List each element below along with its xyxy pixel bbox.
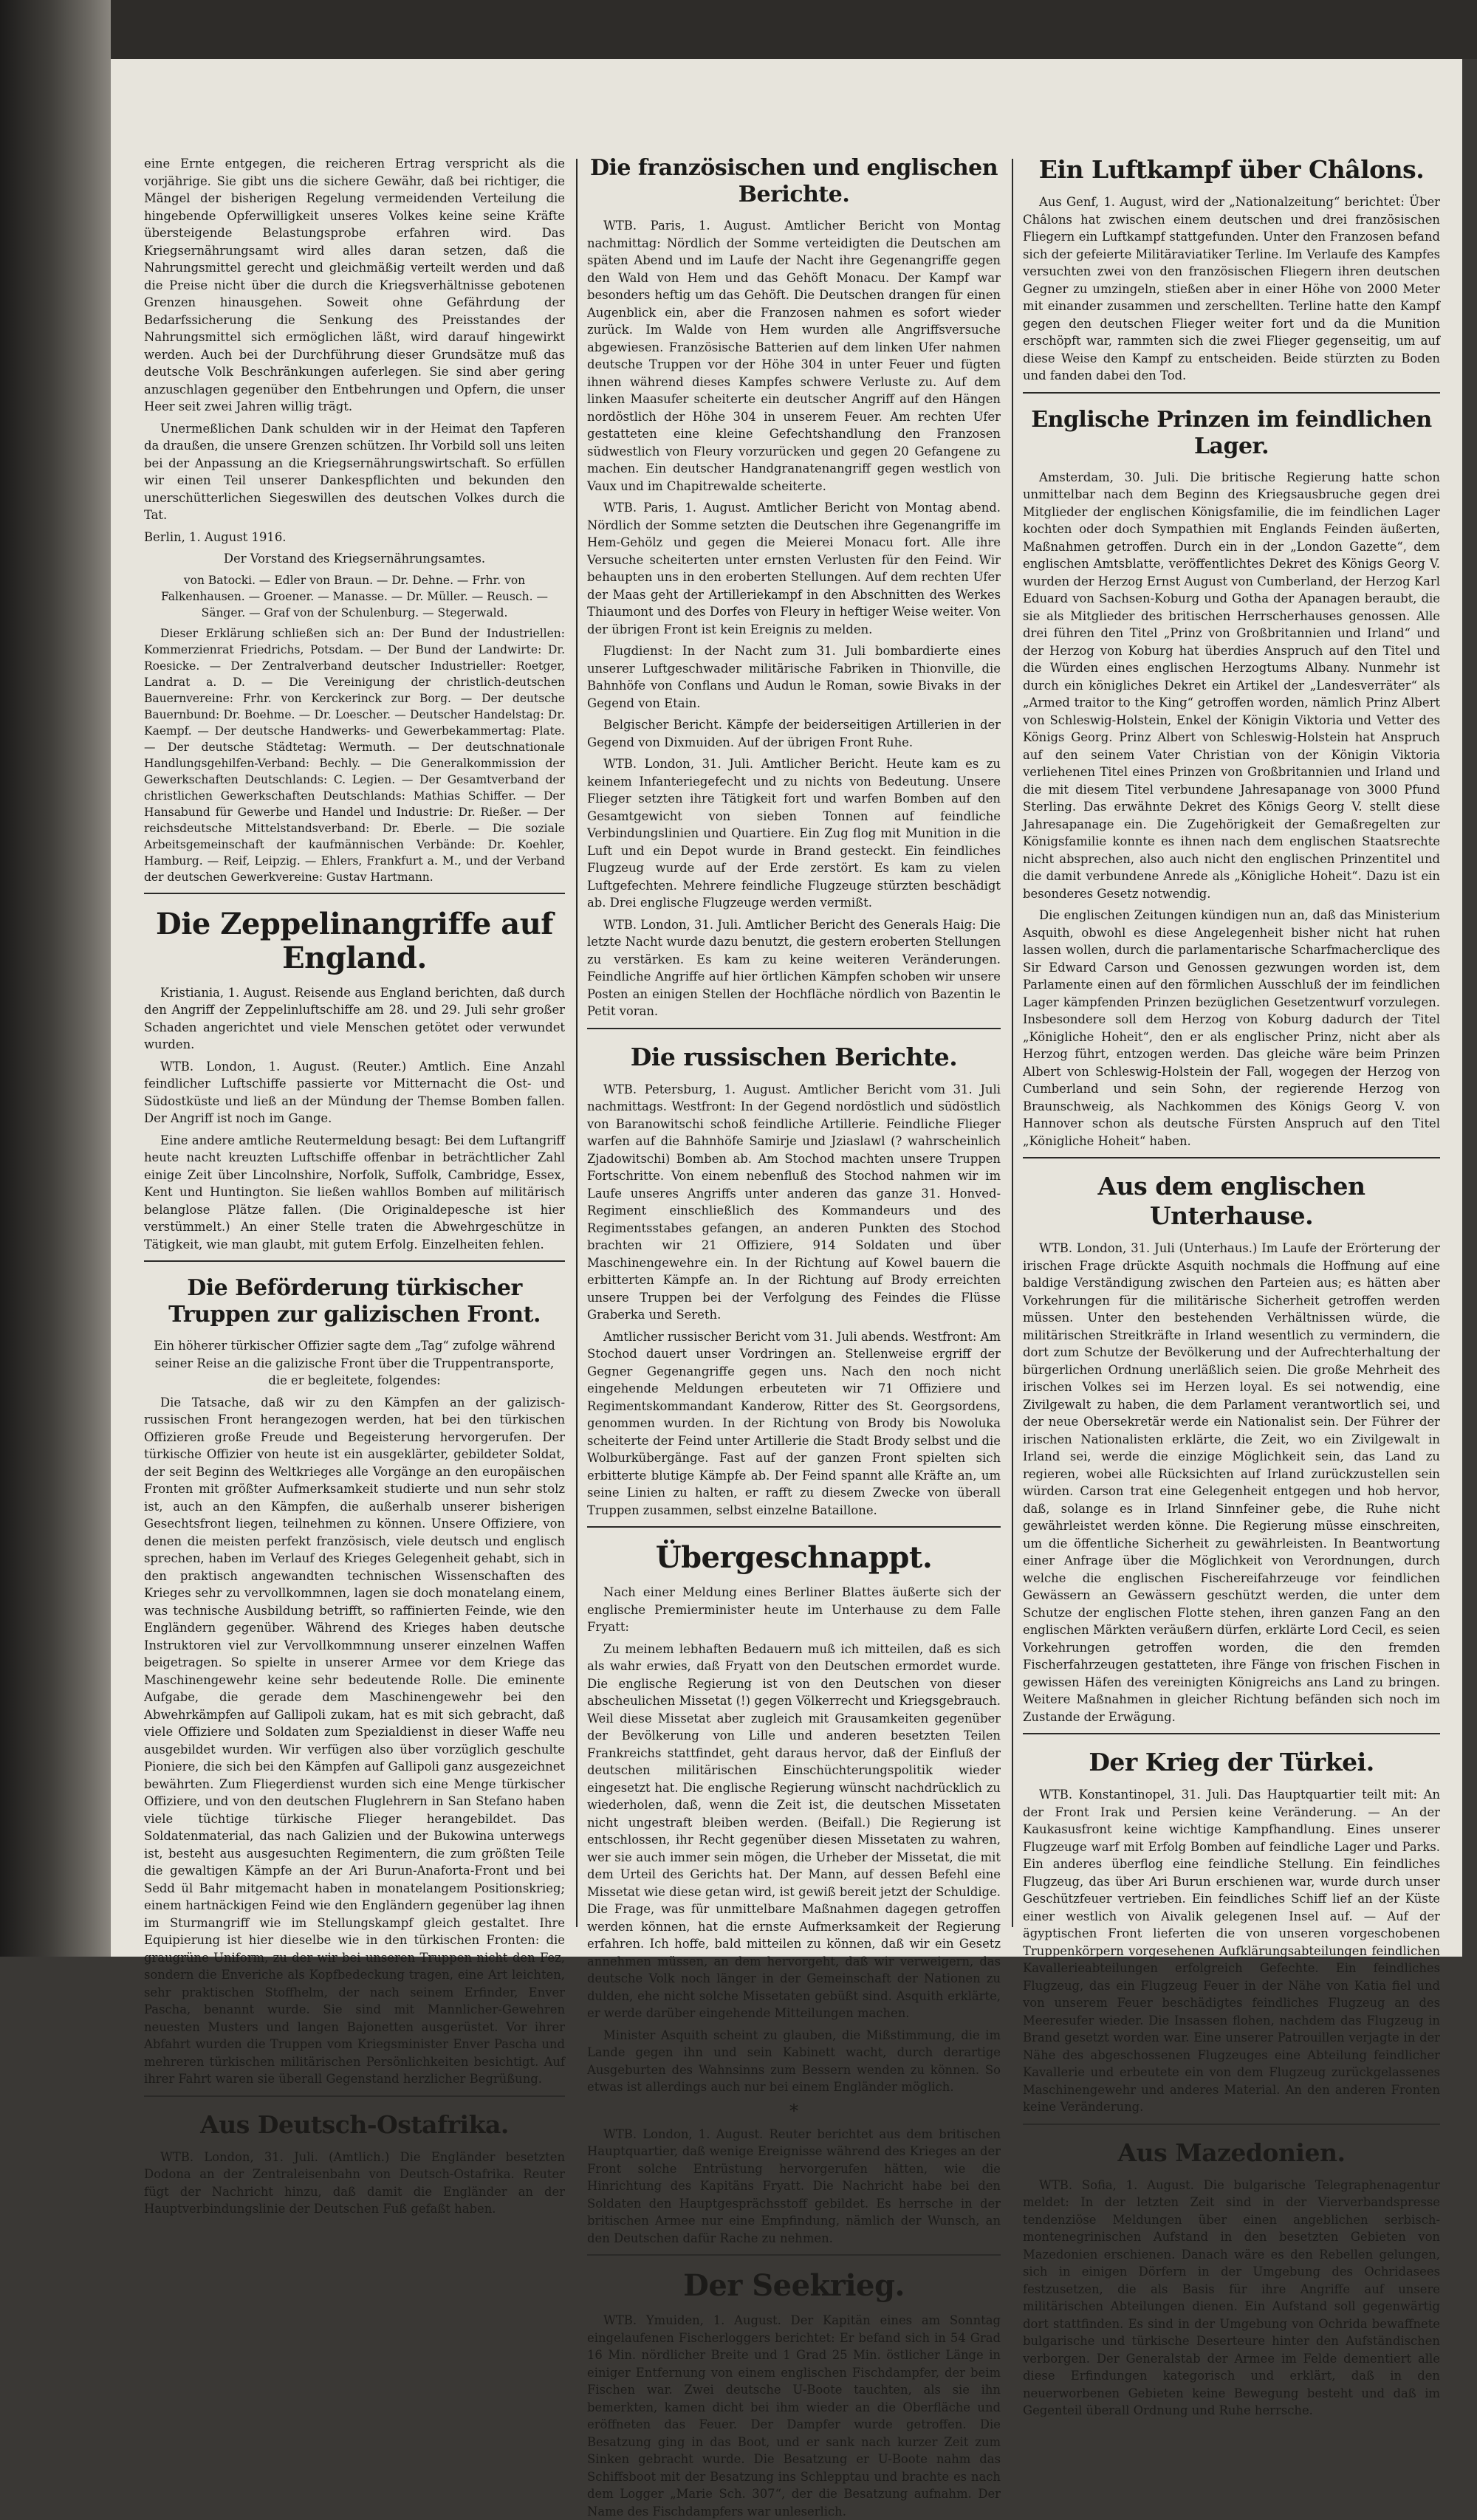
- article-paragraph: WTB. Sofia, 1. August. Die bulgarische Telegraphenagentur meldet: In der letzten Zeit sind in der Vierverbandspresse tendenziöse Meldungen über einen angeblichen serbisch-montenegrinischen Aufstand in den besetzten Gebieten von Mazedonien erschienen. Danach wäre es den Rebellen gelungen, sich in einigen Dörfern in der Umgebung des Ochridasees festzusetzen, die als Basis für ihre Angriffe auf unsere militärischen Abteilungen dienen. Ein Aufstand soll gegenwärtig dort stattfinden. Es sind in der Umgebung von Ochrida bewaffnete bulgarische und türkische Deserteure hinter den Aufständischen verborgen. Der Generalstab der Armee im Felde dementiert alle diese Erfindungen kategorisch und erklärt, daß in den neuerworbenen Gebieten keine Bewegung besteht und daß im Gegenteil überall Ordnung und Ruhe herrsche.: [1023, 2177, 1440, 2417]
- article-paragraph: Flugdienst: In der Nacht zum 31. Juli bombardierte eines unserer Luftgeschwader militärische Fabriken in Thionville, die Bahnhöfe von Conflans und Audun le Roman, sowie Bivaks in der Gegend von Etain.: [587, 644, 1001, 710]
- article-paragraph: Zu meinem lebhaften Bedauern muß ich mitteilen, daß es sich als wahr erwies, daß Fryatt von den Deutschen ermordet wurde. Die englische Regierung ist von den Deutschen von dieser abscheulichen Missetat (!) gegen Völkerrecht und Kriegsgebrauch. Weil diese Missetat aber zugleich mit Grausamkeiten gegenüber der Bevölkerung von Lille und anderen besetzten Teilen Frankreichs stattfindet, geht daraus hervor, daß der Einfluß der deutschen militärischen Einschüchterungspolitik wieder eingesetzt hat. Die englische Regierung wünscht nachdrücklich zu wiederholen, daß, wenn die Zeit ist, die deutschen Missetaten nicht ungestraft bleiben werden. (Beifall.) Die Regierung ist entschlossen, ihr Recht gegenüber diesen Missetaten zu wahren, wer sie auch immer sein mögen, die Urheber der Missetat, die mit dem Urteil des Gerichts hat. Der Mann, auf dessen Befehl eine Missetat wie diese getan wird, ist gewiß bereit jetzt der Schuldige. Die Frage, was für unmittelbare Maßnahmen dagegen getroffen werden können, hat die ernste Aufmerksamkeit der Regierung erfahren. Ich hoffe, bald mitteilen zu können, daß wir ein Gesetz annehmen müssen, an dem hervorgeht, daß wir verweigern, das deutsche Volk noch länger in der Gemeinschaft der Nationen zu dulden, ehe nicht solche Missetaten gebüßt sind. Asquith erklärte, er werde darüber eingehende Mitteilungen machen.: [587, 1641, 1001, 2020]
- headline-commons: Aus dem englischen Unterhause.: [1097, 1172, 1365, 1230]
- headline-princes: Englische Prinzen im feindlichen Lager.: [1031, 406, 1432, 459]
- article-paragraph: WTB. London, 31. Juli. Amtlicher Bericht. Heute kam es zu keinem Infanteriegefecht und zu nichts von Bedeutung. Unsere Flieger setzten ihre Tätigkeit fort und warfen Bomben auf den Gesamtgewicht von sieben Tonnen auf feindliche Verbindungslinien und Quartiere. Ein Zug flog mit Munition in die Luft und ein Depot wurde in Brand gesteckt. Ein feindliches Flugzeug wurde auf der Erde zerstört. Es kam zu vielen Luftgefechten. Mehrere feindliche Flugzeuge stürzten beschädigt ab. Drei englische Flugzeuge werden vermißt.: [587, 757, 1001, 910]
- headline-reports: Die französischen und englischen Berichte.: [589, 155, 998, 207]
- column-2: [587, 155, 1001, 2519]
- article-paragraph: WTB. Paris, 1. August. Amtlicher Bericht von Montag nachmittag: Nördlich der Somme verteidigten die Deutschen am späten Abend und im Laufe der Nacht ihre Gegenangriffe gegen den Wald von Hem und das Gehöft Monacu. Der Kampf war besonders heftig um das Gehöft. Die Deutschen drangen für einen Augenblick ein, aber die Franzosen nahmen es sofort wieder zurück. Im Walde von Hem wurden alle Angriffsversuche abgewiesen. Französische Batterien auf dem linken Ufer nahmen deutsche Truppen vor der Höhe 304 in unter Feuer und fügten ihnen während dieses Kampfes schwere Verluste zu. Auf dem linken Maasufer scheiterte ein deutscher Angriff auf den Hängen nordöstlich der Höhe 304 in unserem Feuer. Am rechten Ufer gestatteten eine kleine Gefechtshandlung den Franzosen südwestlich von Fleury vorzurücken und gegen 20 Gefangene zu machen. Ein deutscher Handgranatenangriff gegen westlich von Vaux und im Chapitrewalde scheiterte.: [587, 219, 1001, 493]
- separator: [144, 2095, 565, 2097]
- article-paragraph: WTB. London, 31. Juli. Amtlicher Bericht des Generals Haig: Die letzte Nacht wurde dazu benutzt, die gestern eroberten Stellungen zu verstärken. Es kam zu keine weiteren Veränderungen. Feindliche Angriffe auf hier örtlichen Kämpfen schoben wir unsere Posten an einigen Stellen der Hochfläche nördlich von Bazentin le Petit voran.: [587, 917, 1001, 1018]
- article-paragraph: WTB. Paris, 1. August. Amtlicher Bericht von Montag abend. Nördlich der Somme setzten die Deutschen ihre Gegenangriffe im Hem-Gehölz und gegen die Meierei Monacu fort. Alle ihre Versuche scheiterten unter ernsten Verlusten für den Feind. Wir behaupten uns in den eroberten Stellungen. Auf dem rechten Ufer der Maas geht der Artilleriekampf in den Abschnitten des Werkes Thiaumont und des Dorfes von Fleury in heftiger Weise weiter. Von der übrigen Front ist kein Ereignis zu melden.: [587, 501, 1001, 636]
- book-binding: [0, 0, 111, 1957]
- article-paragraph: WTB. London, 1. August. (Reuter.) Amtlich. Eine Anzahl feindlicher Luftschiffe passierte vor Mitternacht die Ost- und Südostküste und ließ an der Mündung der Themse Bomben fallen. Der Angriff ist noch im Gange.: [144, 1059, 565, 1125]
- separator: [1023, 1157, 1440, 1158]
- separator: [1023, 392, 1440, 394]
- article-paragraph: Amsterdam, 30. Juli. Die britische Regierung hatte schon unmittelbar nach dem Beginn des Kriegsausbruche gegen drei Mitglieder der englischen Königsfamilie, die im feindlichen Lager kochten oder doch Sympathien mit Englands Feinden äußerten, Maßnahmen getroffen. Durch ein in der „London Gazette“, dem englischen Amtsblatte, veröffentlichtes Dekret des Königs Georg V. wurden der Herzog Ernst August von Cumberland, der Herzog Karl Eduard von Sachsen-Koburg und Gotha der Apanagen beraubt, die sie als Mitglieder des britischen Herrscherhauses genossen. Alle drei führen den Titel „Prinz von Großbritannien und Irland“ und der Herzog von Koburg hat überdies Anspruch auf den Titel und die Würden eines englischen Herzogtums Albany. Nunmehr ist durch ein königliches Dekret ein Artikel der „Landesverräter“ als „Armed traitor to the King“ getroffen worden, nämlich Prinz Albert von Schleswig-Holstein, Enkel der Königin Viktoria und Vetter des Königs Georg. Prinz Albert von Schleswig-Holstein hat Anspruch auf den seinem Vater Christian von der Königin Viktoria verliehenen Titel eines Prinzen von Großbritannien und Irland und die mit diesem Titel verbundene Jahresapanage von 3000 Pfund Sterling. Das erwähnte Dekret des Königs Georg V. stellt diese Jahresapanage ein. Die Zugehörigkeit der Gemaßregelten zur Königsfamilie konnte es ihnen nach dem englischen Staatsrechte nicht absprechen, also auch nicht den englischen Prinzentitel und die damit verbundene Anrede als „Königliche Hoheit“. Dazu ist ein besonderes Gesetz notwendig.: [1023, 470, 1440, 901]
- article-paragraph: Amtlicher russischer Bericht vom 31. Juli abends. Westfront: Am Stochod dauert unser Vordringen an. Stellenweise ergriff der Gegner Gegenangriffe gegen uns. Nach den noch nicht eingehende Meldungen erbeuteten wir 71 Offiziere und Regimentskommandant Kanderow, Ritter des St. Georgsordens, genommen wurden. In der Richtung von Brody bis Nowoluka scheiterte der Feind unter Artillerie die Stadt Brody selbst und die Wolburkübergänge. Fast auf der ganzen Front spielten sich erbitterte blutige Kämpfe ab. Der Feind spannt alle Kräfte an, um seine Linien zu halten, er rafft zu diesem Zwecke von überall Truppen zusammen, selbst einzelne Bataillone.: [587, 1329, 1001, 1517]
- newspaper-page: [111, 59, 1462, 2519]
- article-paragraph: Minister Asquith scheint zu glauben, die Mißstimmung, die im Lande gegen ihn und sein Kabinett wacht, durch derartige Ausgeburten des Wahnsinns zum Bessern wenden zu können. So etwas ist allerdings auch nur bei einem Engländer möglich.: [587, 2028, 1001, 2094]
- separator: [587, 1526, 1001, 1528]
- article-paragraph: WTB. London, 31. Juli. (Amtlich.) Die Engländer besetzten Dodona an der Zentraleisenbahn von Deutsch-Ostafrika. Reuter fügt der Nachricht hinzu, daß damit die Engländer an der Hauptverbindungslinie der Deutschen Fuß gefaßt haben.: [144, 2149, 565, 2216]
- column-3: [1023, 155, 1440, 2417]
- signatories: Dieser Erklärung schließen sich an: Der Bund der Industriellen: Kommerzienrat Friedrichs, Potsdam. — Der Bund der Landwirte: Dr. Roesicke. — Der Zentralverband deutscher Industrieller: Roetger, Landrat a. D. — Die Vereinigung der christlich-deutschen Bauernvereine: Frhr. von Kerckerinck zur Borg. — Der deutsche Bauernbund: Dr. Boehme. — Dr. Loescher. — Deutscher Handelstag: Dr. Kaempf. — Der deutsche Handwerks- und Gewerbekammertag: Plate. — Der deutsche Städtetag: Wermuth. — Der deutschnationale Handlungsgehilfen-Verband: Bechly. — Die Generalkommission der Gewerkschaften Deutschlands: C. Legien. — Der Gesamtverband der christlichen Gewerkschaften Deutschlands: Mathias Schiffer. — Der Hansabund für Gewerbe und Handel und Industrie: Dr. Rießer. — Der reichsdeutsche Mittelstandsverband: Dr. Eberle. — Die soziale Arbeitsgemeinschaft der kaufmännischen Verbände: Dr. Koehler, Hamburg. — Reif, Leipzig. — Ehlers, Frankfurt a. M., und der Verband der deutschen Gewerkvereine: Gustav Hartmann.: [144, 626, 565, 884]
- headline-sea: Der Seekrieg.: [683, 2268, 905, 2303]
- article-paragraph: Kristiania, 1. August. Reisende aus England berichten, daß durch den Angriff der Zeppelinluftschiffe am 28. und 29. Juli sehr großer Schaden angerichtet und viele Menschen getötet oder verwundet wurden.: [144, 985, 565, 1051]
- intro-paragraph: Unermeßlichen Dank schulden wir in der Heimat den Tapferen da draußen, die unsere Grenzen schützen. Ihr Vorbild soll uns leiten bei der Anpassung an die Kriegsernährungswirtschaft. So erfüllen wir einen Teil unserer Dankespflichten und bekunden den unerschütterlichen Siegeswillen des deutschen Volkes durch die Tat.: [144, 421, 565, 522]
- scan-top-edge: [111, 0, 1477, 59]
- separator: [144, 893, 565, 894]
- asterisk-divider: *: [789, 2100, 798, 2121]
- headline-zeppelin: Die Zeppelinangriffe auf England.: [156, 906, 553, 975]
- headline-ostafrika: Aus Deutsch-Ostafrika.: [200, 2109, 509, 2139]
- headline-air: Ein Luftkampf über Châlons.: [1038, 155, 1425, 184]
- article-paragraph: WTB. Ymuiden, 1. August. Der Kapitän eines am Sonntag eingelaufenen Fischerloggers berichtet: Er befand sich in 54 Grad 16 Min. nördlicher Breite und 1 Grad 25 Min. östlicher Länge in einiger Entfernung von einem englischen Fischdampfer, der beim Fischen war. Zwei deutsche U-Boote tauchten, als sie ihn bemerkten, kamen dicht bei ihm wieder an die Oberfläche und eröffneten das Feuer. Der Dampfer wurde getroffen. Die Besatzung ging in das Boot, und er sank nach kurzer Zeit zum Sinken gebracht wurde. Die Besatzung er U-Boote nahm das Schiffsboot mit der Besatzung ins Schlepptau und brachte es nach dem Logger „Marie Sch. 307“, der die Besatzung aufnahm. Der Name des Fischdampfers war unleserlich.: [587, 2313, 1001, 2519]
- separator: [1023, 2124, 1440, 2125]
- article-paragraph: WTB. Konstantinopel, 31. Juli. Das Hauptquartier teilt mit: An der Front Irak und Persien keine Veränderung. — An der Kaukasusfront keine wichtige Kampfhandlung. Eines unserer Flugzeuge warf mit Erfolg Bomben auf feindliche Lager und Parks. Ein anderes überflog eine feindliche Stellung. Ein feindliches Flugzeug, das über Ari Burun erschienen war, wurde durch unser Geschützfeuer vertrieben. Ein feindliches Schiff lief an der Küste einer westlich von Aivalik gelegenen Insel auf. — Auf der ägyptischen Front lieferten die von unseren vorgeschobenen Truppenkörpern vorgesehenen Aufklärungsabteilungen feindlichen Kavallerieabteilungen erfolgreich Gefechte. Ein feindliches Flugzeug, das ein Flugzeug Feuer in der Nähe von Katia fiel und von unserem Feuer beschädigtes feindliches Flugzeug an des Meeresufer wieder. Die Insassen flohen, nachdem das Flugzeug in Brand gesetzt worden war. Eine unserer Patrouillen verjagte in der Nähe des abgeschossenen Flugzeuges eine Abteilung feindlicher Kavallerie und erbeutete ein von dem Flugzeug zurückgelassenes Maschinengewehr und anderes Material. An den anderen Fronten keine Veränderung.: [1023, 1788, 1440, 2114]
- column-1: [144, 155, 565, 2216]
- date-line: Berlin, 1. August 1916.: [144, 529, 287, 544]
- article-lead: Ein höherer türkischer Offizier sagte dem „Tag“ zufolge während seiner Reise an die galizische Front über die Truppentransporte, die er begleitete, folgendes:: [154, 1339, 555, 1387]
- column-rule: [576, 159, 578, 1927]
- article-paragraph: Die Tatsache, daß wir zu den Kämpfen an der galizisch-russischen Front herangezogen werden, hat bei den türkischen Offizieren große Freude und Begeisterung hervorgerufen. Der türkische Offizier von heute ist ein ausgeklärter, gebildeter Soldat, der seit Beginn des Weltkrieges alle Vorgänge an den europäischen Fronten mit größter Aufmerksamkeit studierte und nun sehr stolz ist, auch an den Kämpfen, die außerhalb unserer bisherigen Gesechtsfront liegen, teilnehmen zu können. Unsere Offiziere, von denen die meisten perfekt französisch, viele deutsch und englisch sprechen, haben im Verlauf des Krieges Gelegenheit gehabt, sich in den praktisch angewandten technischen Wissenschaften des Krieges sehr zu vervollkommnen, lagen sie doch monatelang einem, was technische Ausbildung betrifft, so raffinierten Feinde, wie den Engländern gegenüber. Während des Krieges haben deutsche Instruktoren viel zur Vervollkommnung unserer einzelnen Waffen beigetragen. So spielte in unserer Armee vor dem Kriege das Maschinengewehr keine sehr bedeutende Rolle. Die eminente Aufgabe, die gerade dem Maschinengewehr bei den Abwehrkämpfen auf Gallipoli zukam, hat es mit sich gebracht, daß viele Offiziere und Soldaten zum Spezialdienst in dieser Waffe neu ausgebildet wurden. Wir verfügen also über vorzüglich geschulte Pioniere, die sich bei den Kämpfen auf Gallipoli ganz ausgezeichnet bewährten. Zum Fliegerdienst wurden sich eine Menge türkischer Offiziere, und von den deutschen Fluglehrern in San Stefano haben viele tüchtige türkische Flieger herangebildet. Das Soldatenmaterial, das nach Galizien und der Bukowina unterwegs ist, besteht aus ausgesuchten Regimentern, die zum größten Teile die gewaltigen Kämpfe an der Ari Burun-Anaforta-Front und bei Sedd ül Bahr mitgemacht haben in monatelangem Positionskrieg; einem hartnäckigen Feind wie den Engländern gegenüber lag ihnen im Sturmangriff wie im Stellungskampf gleich gestaltet. Ihre Equipierung ist hier dieselbe wie in den türkischen Fronten: die graugrüne Uniform, zu der wir bei unseren Truppen nicht den Fez, sondern die Enveriche als Kopfbedeckung tragen, eine Art leichten, sehr praktischen Stoffhelm, der nach seinem Erfinder, Enver Pascha, benannt wurde. Sie sind mit Mannlicher-Gewehren neuesten Musters und langen Bajonetten ausgerüstet. Vor ihrer Abfahrt wurden die Truppen vom Kriegsminister Enver Pascha und mehreren türkischen militärischen Persönlichkeiten besichtigt. Auf ihrer Fahrt waren sie überall Gegenstand herzlicher Begrüßung.: [144, 1395, 565, 2086]
- separator: [587, 2254, 1001, 2256]
- column-rule: [1012, 159, 1013, 1927]
- intro-paragraph: eine Ernte entgegen, die reicheren Ertrag verspricht als die vorjährige. Sie gibt uns die sichere Gewähr, daß bei richtiger, die Mängel der bisherigen Regelung vermeidenden Verteilung die hingebende Opferwilligkeit unseres Volkes keine seine Kräfte übersteigende Belastungsprobe erfahren wird. Das Kriegsernährungsamt wird alles daran setzen, daß die Nahrungsmittel gerecht und gleichmäßig verteilt werden und daß die Preise nicht über die durch die Kriegsverhältnisse gebotenen Grenzen hinausgehen. Soweit ohne Gefährdung der Bedarfssicherung die Senkung des Preisstandes der Nahrungsmittel sich ermöglichen läßt, wird darauf hingewirkt werden. Auch bei der Durchführung dieser Grundsätze muß das deutsche Volk Beschränkungen auferlegen. Sie sind aber gering anzuschlagen gegenüber den Entbehrungen und Opfern, die unser Heer seit zwei Jahren willig trägt.: [144, 157, 565, 413]
- article-paragraph: Eine andere amtliche Reutermeldung besagt: Bei dem Luftangriff heute nacht kreuzten Luftschiffe offenbar in beträchtlicher Zahl einige Zeit über Lincolnshire, Norfolk, Suffolk, Cambridge, Essex, Kent und Huntington. Sie ließen wahllos Bomben auf militärisch belanglose Plätze fallen. (Die Originaldepesche ist hier verstümmelt.) An einer Stelle traten die Abwehrgeschütze in Tätigkeit, wie man glaubt, mit gutem Erfolg. Einzelheiten fehlen.: [144, 1133, 565, 1252]
- article-paragraph: Belgischer Bericht. Kämpfe der beiderseitigen Artillerien in der Gegend von Dixmuiden. Auf der übrigen Front Ruhe.: [587, 718, 1001, 749]
- headline-troops: Die Beförderung türkischer Truppen zur galizischen Front.: [168, 1275, 541, 1328]
- board-title: Der Vorstand des Kriegsernährungsamtes.: [223, 552, 486, 566]
- article-paragraph: WTB. London, 1. August. Reuter berichtet aus dem britischen Hauptquartier, daß wenige Ereignisse während des Krieges an der Front solche Entrüstung hervorgerufen hätten, wie die Hinrichtung des Kapitäns Fryatt. Die Nachricht habe bei den Soldaten den Hauptgesprächsstoff gebildet. Es herrsche in der britischen Armee nur eine Empfindung, nämlich der Wunsch, an den Deutschen dafür Rache zu nehmen.: [587, 2126, 1001, 2245]
- article-paragraph: Aus Genf, 1. August, wird der „Nationalzeitung“ berichtet: Über Châlons hat zwischen einem deutschen und drei französischen Fliegern ein Luftkampf stattgefunden. Unter den Franzosen befand sich der gefeierte Militäraviatiker Terline. Im Verlaufe des Kampfes versuchten zwei von den französischen Fliegern ihren deutschen Gegner zu umzingeln, stießen aber in einer Höhe von 2000 Meter mit einander zusammen und zerschellten. Terline hatte den Kampf gegen den deutschen Flieger weiter fort und da die Munition erschöpft war, rammten sich die zwei Flieger gegenseitig, um auf diese Weise den Kampf zu entscheiden. Beide stürzten zu Boden und fanden dabei den Tod.: [1023, 195, 1440, 382]
- board-members: von Batocki. — Edler von Braun. — Dr. Dehne. — Frhr. von Falkenhausen. — Groener. — Manasse. — Dr. Müller. — Reusch. — Sänger. — Graf von der Schulenburg. — Stegerwald.: [161, 573, 548, 619]
- article-paragraph: WTB. London, 31. Juli (Unterhaus.) Im Laufe der Erörterung der irischen Frage drückte Asquith nochmals die Hoffnung auf eine baldige Verständigung zwischen den Parteien aus; es hätten aber Vorkehrungen für die militärische Sicherheit getroffen werden müssen. Unter den bestehenden Verhältnissen würde, die militärischen Streitkräfte in Irland wesentlich zu vermindern, die dort zum Schutze der Bevölkerung und der Aufrechterhaltung der bürgerlichen Ordnung unerläßlich seien. Die große Mehrheit des irischen Volkes sei im Herzen loyal. Es sei notwendig, eine Zivilgewalt zu haben, die dem Parlament verantwortlich sei, und der neue Obersekretär werde ein Nationalist sein. Der Führer der irischen Nationalisten erklärte, die Zeit, wo ein Zivilgewalt in Irland sei, werde die einzige Möglichkeit sein, das Land zu regieren, wobei alle Rücksichten auf Irland zurückzustellen sein würden. Carson trat eine Gelegenheit entgegen und hob hervor, daß, solange es in Irland Sinnfeiner gebe, die Ruhe nicht gewährleistet werden könne. Die Regierung müsse einschreiten, um die öffentliche Sicherheit zu gewährleisten. In Beantwortung einer Anfrage über die Möglichkeit von Verordnungen, durch welche die englischen Fischereifahrzeuge vor feindlichen Gewässern an Gewässern geschützt werden, die unter dem Schutze der englischen Flotte stehen, ihren ganzen Fang an den englischen Märkten veräußern dürfen, erklärte Lord Cecil, es seien Vorkehrungen getroffen worden, die den fremden Fischerfahrzeugen gestatteten, ihre Fänge von frischen Fischen in gewissen Häfen des vereinigten Königreichs ans Land zu bringen. Weitere Maßnahmen in gleicher Richtung befänden sich noch im Zustande der Erwägung.: [1023, 1241, 1440, 1724]
- headline-turkey: Der Krieg der Türkei.: [1089, 1748, 1374, 1776]
- headline-macedonia: Aus Mazedonien.: [1117, 2138, 1346, 2167]
- article-paragraph: WTB. Petersburg, 1. August. Amtlicher Bericht vom 31. Juli nachmittags. Westfront: In der Gegend nordöstlich und südöstlich von Baranowitschi schoß feindliche Artillerie. Feindliche Flieger warfen auf die Bahnhöfe Samirje und Jziaslawl (? wahrscheinlich Zjadowitschi) Bomben ab. Am Stochod machten unsere Truppen Fortschritte. Von einem nebenfluß des Stochod nahmen wir im Laufe unseres Angriffs unter anderen das ganze 31. Honved-Regiment einschließlich des Kommandeurs und des Regimentsstabes gefangen, an anderen Punkten des Stochod brachten wir 21 Offiziere, 914 Soldaten und über Maschinengewehre ein. In der Richtung auf Kowel bauern die erbitterten Kämpfe an. In der Richtung auf Brody erreichten unsere Truppen bei der Verfolgung des Feindes die Flüsse Graberka und Sereth.: [587, 1082, 1001, 1322]
- article-lead: Nach einer Meldung eines Berliner Blattes äußerte sich der englische Premierminister heute im Unterhause zu dem Falle Fryatt:: [587, 1585, 1001, 1634]
- headline-russian: Die russischen Berichte.: [630, 1042, 958, 1071]
- headline-hoax: Übergeschnappt.: [655, 1540, 933, 1575]
- separator: [144, 1260, 565, 1262]
- separator: [1023, 1733, 1440, 1734]
- separator: [587, 1028, 1001, 1029]
- article-paragraph: Die englischen Zeitungen kündigen nun an, daß das Ministerium Asquith, obwohl es diese Angelegenheit bisher nicht hat ruhen lassen wollen, durch die parlamentarische Scharfmacherclique des Sir Edward Carson und Genossen gezwungen worden ist, dem Parlamente einen auf den förmlichen Ausschluß der im feindlichen Lager kämpfenden Prinzen bezüglichen Gesetzentwurf vorzulegen. Insbesondere soll dem Herzog von Koburg dadurch der Titel „Königliche Hoheit“, den er als englischer Prinz, nicht aber als Herzog führt, entzogen werden. Das gleiche wäre beim Prinzen Albert von Schleswig-Holstein der Fall, wogegen der Herzog von Cumberland und sein Sohn, der regierende Herzog von Braunschweig, als Nachkommen des Königs Georg V. von Hannover schon als deutsche Fürsten Anspruch auf den Titel „Königliche Hoheit“ haben.: [1023, 908, 1440, 1148]
